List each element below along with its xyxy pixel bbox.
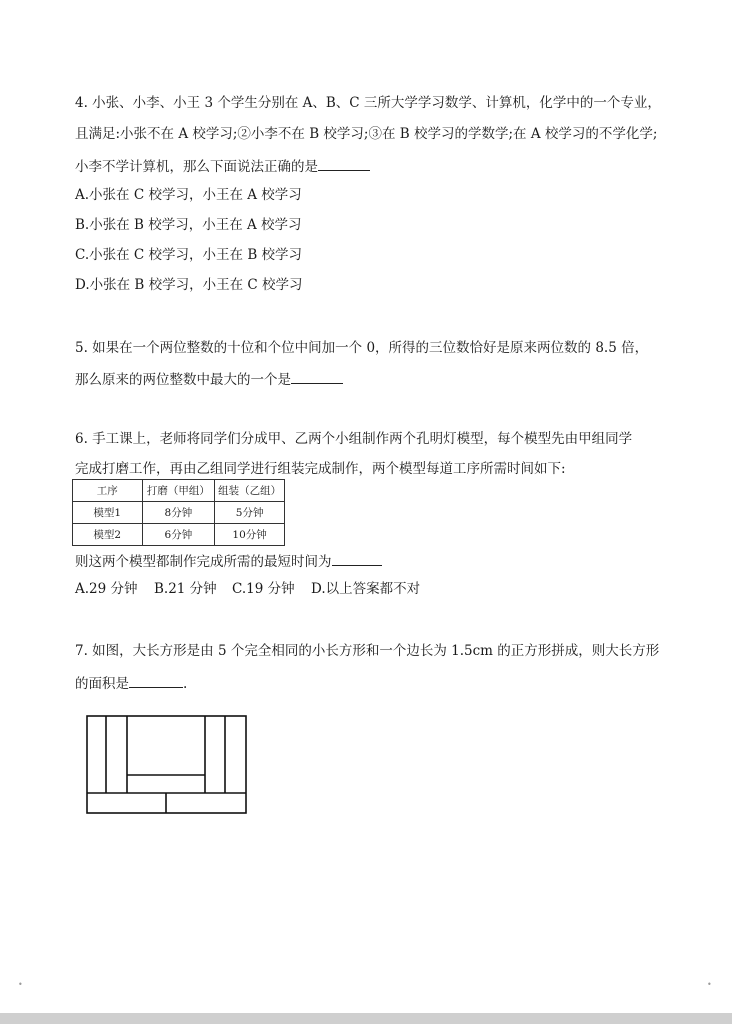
q7-answer-blank xyxy=(129,673,183,688)
table-cell: 模型1 xyxy=(73,502,143,524)
table-row xyxy=(73,524,285,546)
corner-mark-left: • xyxy=(18,980,23,989)
q7-line-1: 7. 如图，大长方形是由 5 个完全相同的小长方形和一个边长为 1.5cm 的正方形拼成，则大长方形 xyxy=(75,643,660,659)
q6-time-table xyxy=(72,479,285,546)
q4-line-3 xyxy=(75,156,370,176)
q6-line-1: 6. 手工课上，老师将同学们分成甲、乙两个小组制作两个孔明灯模型，每个模型先由甲组同学 xyxy=(75,431,633,447)
q7-line-2-end: . xyxy=(183,676,188,692)
table-header-cell: 工序 xyxy=(73,480,143,502)
table-cell: 8分钟 xyxy=(142,502,215,524)
q4-option-d: D.小张在 B 校学习，小王在 C 校学习 xyxy=(75,277,303,293)
q4-answer-blank xyxy=(318,156,370,171)
table-cell: 5分钟 xyxy=(215,502,285,524)
q4-line-1: 4. 小张、小李、小王 3 个学生分别在 A、B、C 三所大学学习数学、计算机，化学中的一个专业， xyxy=(75,95,661,111)
q7-rectangle-figure xyxy=(86,715,248,815)
q6-option-c: C.19 分钟 xyxy=(232,581,295,597)
corner-mark-right: • xyxy=(707,980,712,989)
q4-option-b: B.小张在 B 校学习，小王在 A 校学习 xyxy=(75,217,302,233)
table-header-row xyxy=(73,480,285,502)
q5-line-2-text: 那么原来的两位整数中最大的一个是 xyxy=(75,372,291,388)
q6-option-a: A.29 分钟 xyxy=(75,581,138,597)
q6-option-d: D.以上答案都不对 xyxy=(311,581,421,597)
q6-answer-blank xyxy=(332,551,382,566)
q5-answer-blank xyxy=(291,369,343,384)
bottom-scroll-bar xyxy=(0,1013,732,1024)
q6-line-3 xyxy=(75,551,382,571)
table-cell: 6分钟 xyxy=(142,524,215,546)
table-header-cell: 组装（乙组） xyxy=(215,480,285,502)
q4-line-2: 且满足:小张不在 A 校学习;②小李不在 B 校学习;③在 B 校学习的学数学;在 A 校学习的不学化学; xyxy=(75,126,658,142)
q5-line-2 xyxy=(75,369,343,389)
q5-line-1: 5. 如果在一个两位整数的十位和个位中间加一个 0，所得的三位数恰好是原来两位数的 8.5 倍， xyxy=(75,340,649,356)
q6-line-3-text: 则这两个模型都制作完成所需的最短时间为 xyxy=(75,554,332,570)
q4-line-3-text: 小李不学计算机，那么下面说法正确的是 xyxy=(75,159,318,175)
q7-line-2-text: 的面积是 xyxy=(75,676,129,692)
q4-option-a: A.小张在 C 校学习，小王在 A 校学习 xyxy=(75,187,302,203)
table-cell: 10分钟 xyxy=(215,524,285,546)
q4-option-c: C.小张在 C 校学习，小王在 B 校学习 xyxy=(75,247,303,263)
q6-option-b: B.21 分钟 xyxy=(154,581,217,597)
q7-line-2 xyxy=(75,673,187,693)
table-row xyxy=(73,502,285,524)
q6-options xyxy=(75,580,420,598)
table-header-cell: 打磨（甲组） xyxy=(142,480,215,502)
q6-line-2: 完成打磨工作，再由乙组同学进行组装完成制作，两个模型每道工序所需时间如下: xyxy=(75,461,566,477)
table-cell: 模型2 xyxy=(73,524,143,546)
